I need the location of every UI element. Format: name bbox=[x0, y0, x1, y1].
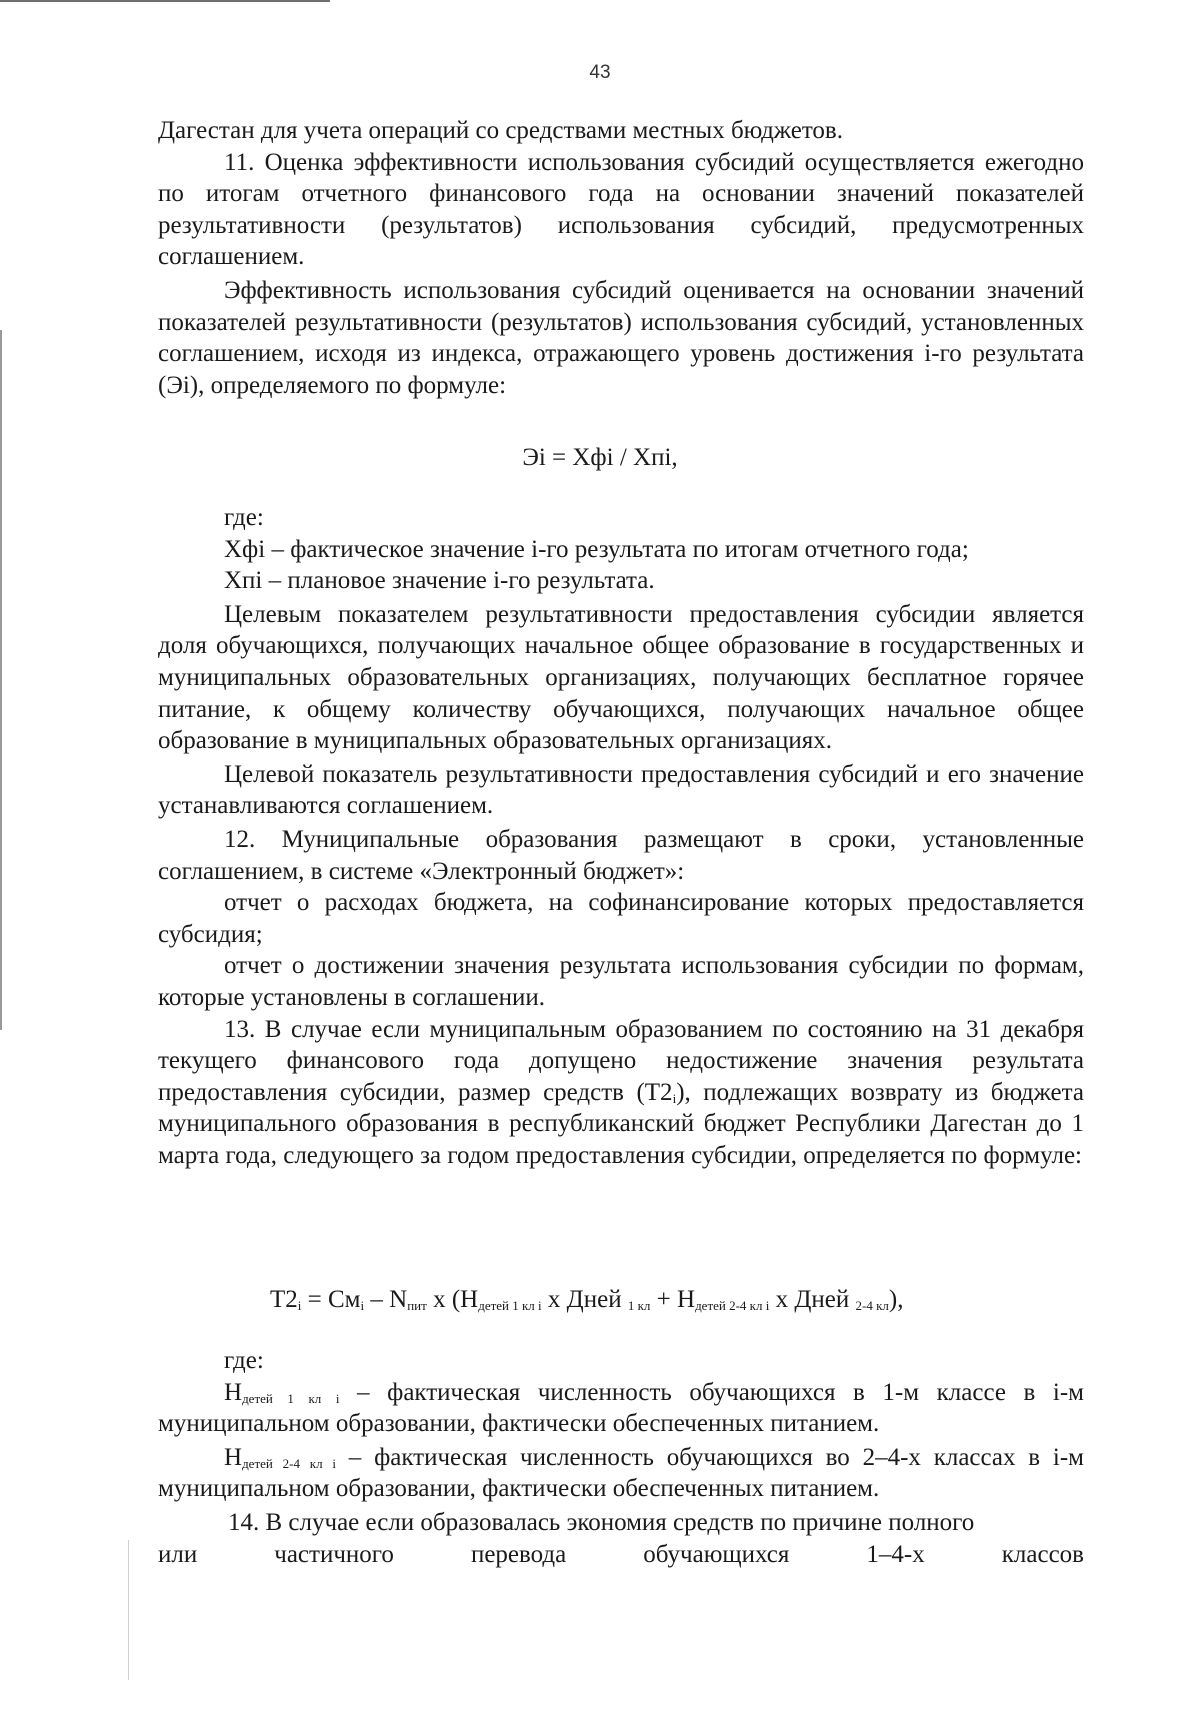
formula-t2: Т2 bbox=[270, 1286, 298, 1313]
paragraph-14: 14. В случае если образовалась экономия средств по причине полного bbox=[228, 1508, 975, 1536]
definition-n1-text: – фактическая численность обучающихся в 1-м классе в і-м муниципальном образовании, фактически обеспеченных питанием. bbox=[158, 1378, 1084, 1438]
text-block-top bbox=[158, 115, 1084, 401]
scan-edge-mark bbox=[128, 1540, 129, 1680]
where-label-2: где: bbox=[224, 1347, 264, 1374]
paragraph-report-results: отчет о достижении значения результата использования субсидии по формам, которые установлены в соглашении. bbox=[158, 952, 1084, 1011]
formula-days24-sub: 2-4 кл bbox=[855, 1298, 889, 1313]
paragraph-continuation: Дагестан для учета операций со средствами местных бюджетов. bbox=[158, 117, 843, 144]
formula-n24: + Н bbox=[650, 1286, 696, 1313]
paragraph-report-expenses: отчет о расходах бюджета, на софинансирование которых предоставляется субсидия; bbox=[158, 889, 1084, 948]
formula-n1-sub: детей 1 кл і bbox=[478, 1298, 542, 1313]
where-label: где: bbox=[224, 504, 264, 531]
paragraph-11: 11. Оценка эффективности использования субсидий осуществляется ежегодно по итогам отчетного финансового года на основании значений показателей результативности (результатов) использования субсидий, предусмотренных соглашением. bbox=[158, 148, 1084, 271]
formula-cm: = См bbox=[301, 1286, 361, 1313]
definition-n24-subscript: детей 2-4 кл і bbox=[242, 1455, 336, 1471]
paragraph-target-indicator: Целевым показателем результативности предоставления субсидии является доля обучающихся, получающих начальное общее образование в государственных и муниципальных образовательных организациях, получающих бесплатное горячее питание, к общему количеству обучающихся, получающих начальное общее образование в муниципальных образовательных организациях. bbox=[158, 600, 1084, 755]
definition-n1-subscript: детей 1 кл і bbox=[242, 1390, 340, 1406]
formula-t2-sub: і bbox=[297, 1298, 302, 1313]
definition-n24 bbox=[158, 1442, 1084, 1505]
paragraph-target-value: Целевой показатель результативности предоставления субсидий и его значение устанавливаются соглашением. bbox=[158, 760, 1084, 820]
scan-edge-left bbox=[0, 330, 2, 1030]
scan-edge-top bbox=[0, 0, 330, 2]
definition-n1-symbol: Н bbox=[224, 1378, 243, 1406]
paragraph-13 bbox=[158, 1014, 1084, 1172]
paragraph-13-part1: 13. В случае если муниципальным образованием по состоянию на 31 декабря текущего финансового года допущено недостижение значения результата предоставления субсидии, размер средств (Т2 bbox=[158, 1015, 1084, 1106]
text-block-middle bbox=[158, 502, 1084, 1171]
page-number: 43 bbox=[589, 62, 611, 83]
definition-xpi: Хпі – плановое значение і-го результата. bbox=[224, 567, 655, 595]
definition-n1 bbox=[158, 1377, 1084, 1440]
paragraph-14-continued: или частичного перевода обучающихся 1–4-х классов bbox=[158, 1540, 1084, 1568]
definition-n24-text: – фактическая численность обучающихся во 2–4-х классах в і-м муниципальном образовании, фактически обеспеченных питанием. bbox=[158, 1443, 1084, 1503]
paragraph-13-subscript: і bbox=[672, 1090, 677, 1106]
text-block-bottom bbox=[158, 1345, 1084, 1570]
paragraph-efficiency: Эффективность использования субсидий оценивается на основании значений показателей результативности (результатов) использования субсидий, установленных соглашением, исходя из индекса, отражающего уровень достижения і-го результата (Эі), определяемого по формуле: bbox=[158, 276, 1084, 399]
formula-days24: х Дней bbox=[769, 1286, 856, 1313]
formula-refund-t2 bbox=[270, 1286, 904, 1314]
formula-days1: х Дней bbox=[541, 1286, 628, 1313]
formula-n1: х (Н bbox=[426, 1286, 479, 1313]
paragraph-12: 12. Муниципальные образования размещают в сроки, установленные соглашением, в системе «Электронный бюджет»: bbox=[158, 825, 1084, 885]
formula-npit: – N bbox=[364, 1286, 408, 1313]
formula-efficiency-index: Эі = Хфі / Хпі, bbox=[522, 444, 678, 471]
formula-close: ), bbox=[888, 1286, 904, 1313]
definition-xfi: Хфі – фактическое значение і-го результата по итогам отчетного года; bbox=[224, 535, 969, 563]
paragraph-13-part2: ), подлежащих возврату из бюджета муниципального образования в республиканский бюджет Республики Дагестан до 1 марта года, следующего за годом предоставления субсидии, определяется по формуле: bbox=[158, 1078, 1084, 1169]
definition-n24-symbol: Н bbox=[224, 1443, 243, 1471]
formula-npit-sub: пит bbox=[407, 1298, 427, 1313]
formula-days1-sub: 1 кл bbox=[627, 1298, 651, 1313]
formula-cm-sub: і bbox=[360, 1298, 365, 1313]
formula-n24-sub: детей 2-4 кл і bbox=[695, 1298, 770, 1313]
